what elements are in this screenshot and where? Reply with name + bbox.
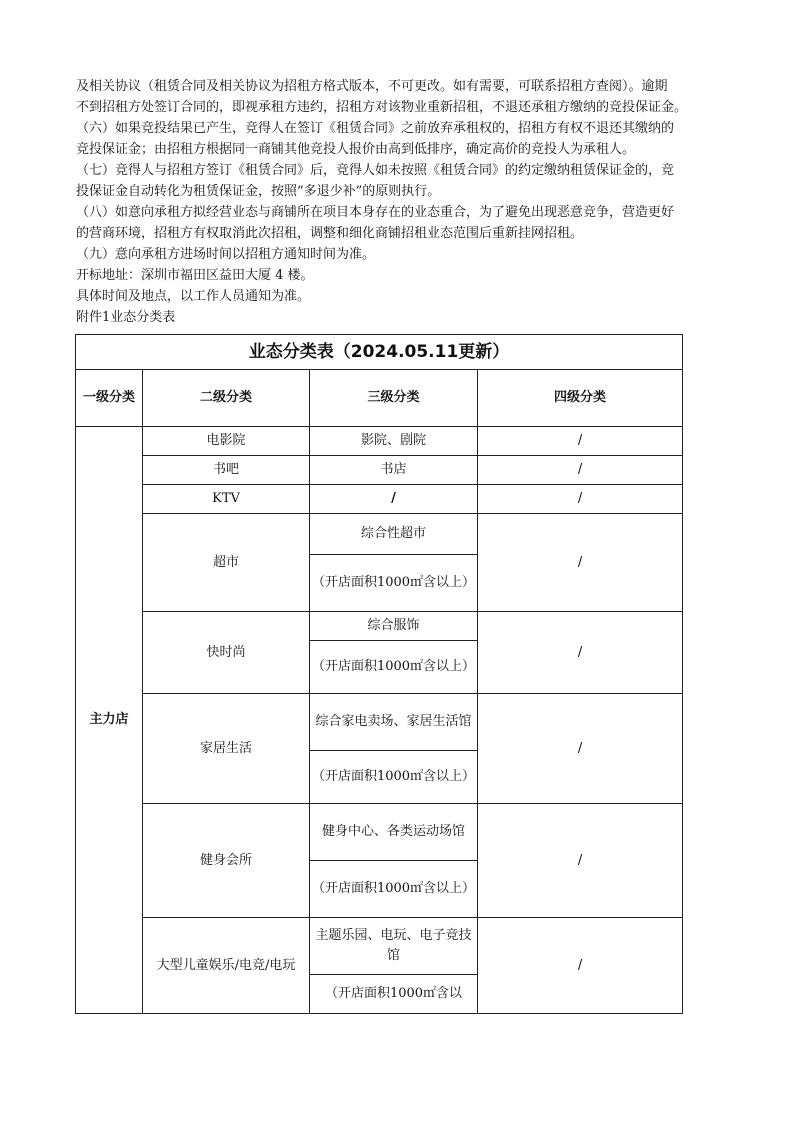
table-cell: （开店面积1000㎡含以 xyxy=(310,975,478,1014)
table-cell: / xyxy=(478,456,683,485)
paragraph-line: 的营商环境，招租方有权取消此次招租，调整和细化商铺招租业态范围后重新挂网招租。 xyxy=(76,226,584,241)
table-cell: （开店面积1000㎡含以上） xyxy=(310,861,478,918)
paragraph-line: 不到招租方处签订合同的，即视承租方违约，招租方对该物业重新招租，不退还承租方缴纳的竞投保证金。 xyxy=(76,100,688,115)
table-cell: / xyxy=(478,694,683,804)
table-cell: 健身中心、各类运动场馆 xyxy=(310,804,478,861)
table-cell: （开店面积1000㎡含以上） xyxy=(310,555,478,612)
table-cell: 主题乐园、电玩、电子竞技馆 xyxy=(310,918,478,975)
level1-anchor-store: 主力店 xyxy=(76,427,143,1014)
table-cell: 综合服饰 xyxy=(310,612,478,641)
header-level2: 二级分类 xyxy=(143,370,310,427)
table-cell: 书店 xyxy=(310,456,478,485)
table-cell: / xyxy=(478,514,683,612)
header-level1: 一级分类 xyxy=(76,370,143,427)
paragraph-line: （六）如果竞投结果已产生，竞得人在签订《租赁合同》之前放弃承租权的，招租方有权不退还其缴纳的 xyxy=(76,121,675,136)
paragraph-line: 开标地址：深圳市福田区益田大厦 4 楼。 xyxy=(76,268,314,283)
table-cell: 快时尚 xyxy=(143,612,310,694)
table-cell: 综合性超市 xyxy=(310,514,478,555)
table-cell: 大型儿童娱乐/电竞/电玩 xyxy=(143,918,310,1014)
table-title: 业态分类表（2024.05.11更新） xyxy=(76,335,683,370)
table-cell: / xyxy=(478,804,683,918)
paragraph-line: 具体时间及地点，以工作人员通知为准。 xyxy=(76,289,311,304)
paragraph-line: 投保证金自动转化为租赁保证金，按照“多退少补”的原则执行。 xyxy=(76,184,441,199)
table-cell: （开店面积1000㎡含以上） xyxy=(310,641,478,694)
table-cell: / xyxy=(478,612,683,694)
business-category-table xyxy=(75,334,683,1014)
table-cell: 影院、剧院 xyxy=(310,427,478,456)
table-cell: （开店面积1000㎡含以上） xyxy=(310,751,478,804)
attachment-label: 附件1业态分类表 xyxy=(76,310,176,325)
table-cell: KTV xyxy=(143,485,310,514)
table-cell: 综合家电卖场、家居生活馆 xyxy=(310,694,478,751)
table-cell: / xyxy=(478,427,683,456)
table-cell: / xyxy=(478,485,683,514)
paragraph-line: （九）意向承租方进场时间以招租方通知时间为准。 xyxy=(76,247,376,262)
table-cell: 电影院 xyxy=(143,427,310,456)
header-level4: 四级分类 xyxy=(478,370,683,427)
table-cell: 超市 xyxy=(143,514,310,612)
paragraph-line: 竞投保证金；由招租方根据同一商铺其他竞投人报价由高到低排序，确定高价的竞投人为承租人。 xyxy=(76,142,636,157)
paragraph-line: 及相关协议（租赁合同及相关协议为招租方格式版本，不可更改。如有需要，可联系招租方查阅）。逾期 xyxy=(76,79,668,94)
paragraph-line: （七）竞得人与招租方签订《租赁合同》后，竞得人如未按照《租赁合同》的约定缴纳租赁保证金的，竞 xyxy=(76,163,675,178)
paragraph-line: （八）如意向承租方拟经营业态与商铺所在项目本身存在的业态重合，为了避免出现恶意竞争，营造更好 xyxy=(76,205,675,220)
table-cell: / xyxy=(478,918,683,1014)
table-cell: 家居生活 xyxy=(143,694,310,804)
header-level3: 三级分类 xyxy=(310,370,478,427)
table-cell: 书吧 xyxy=(143,456,310,485)
table-cell: / xyxy=(310,485,478,514)
table-cell: 健身会所 xyxy=(143,804,310,918)
